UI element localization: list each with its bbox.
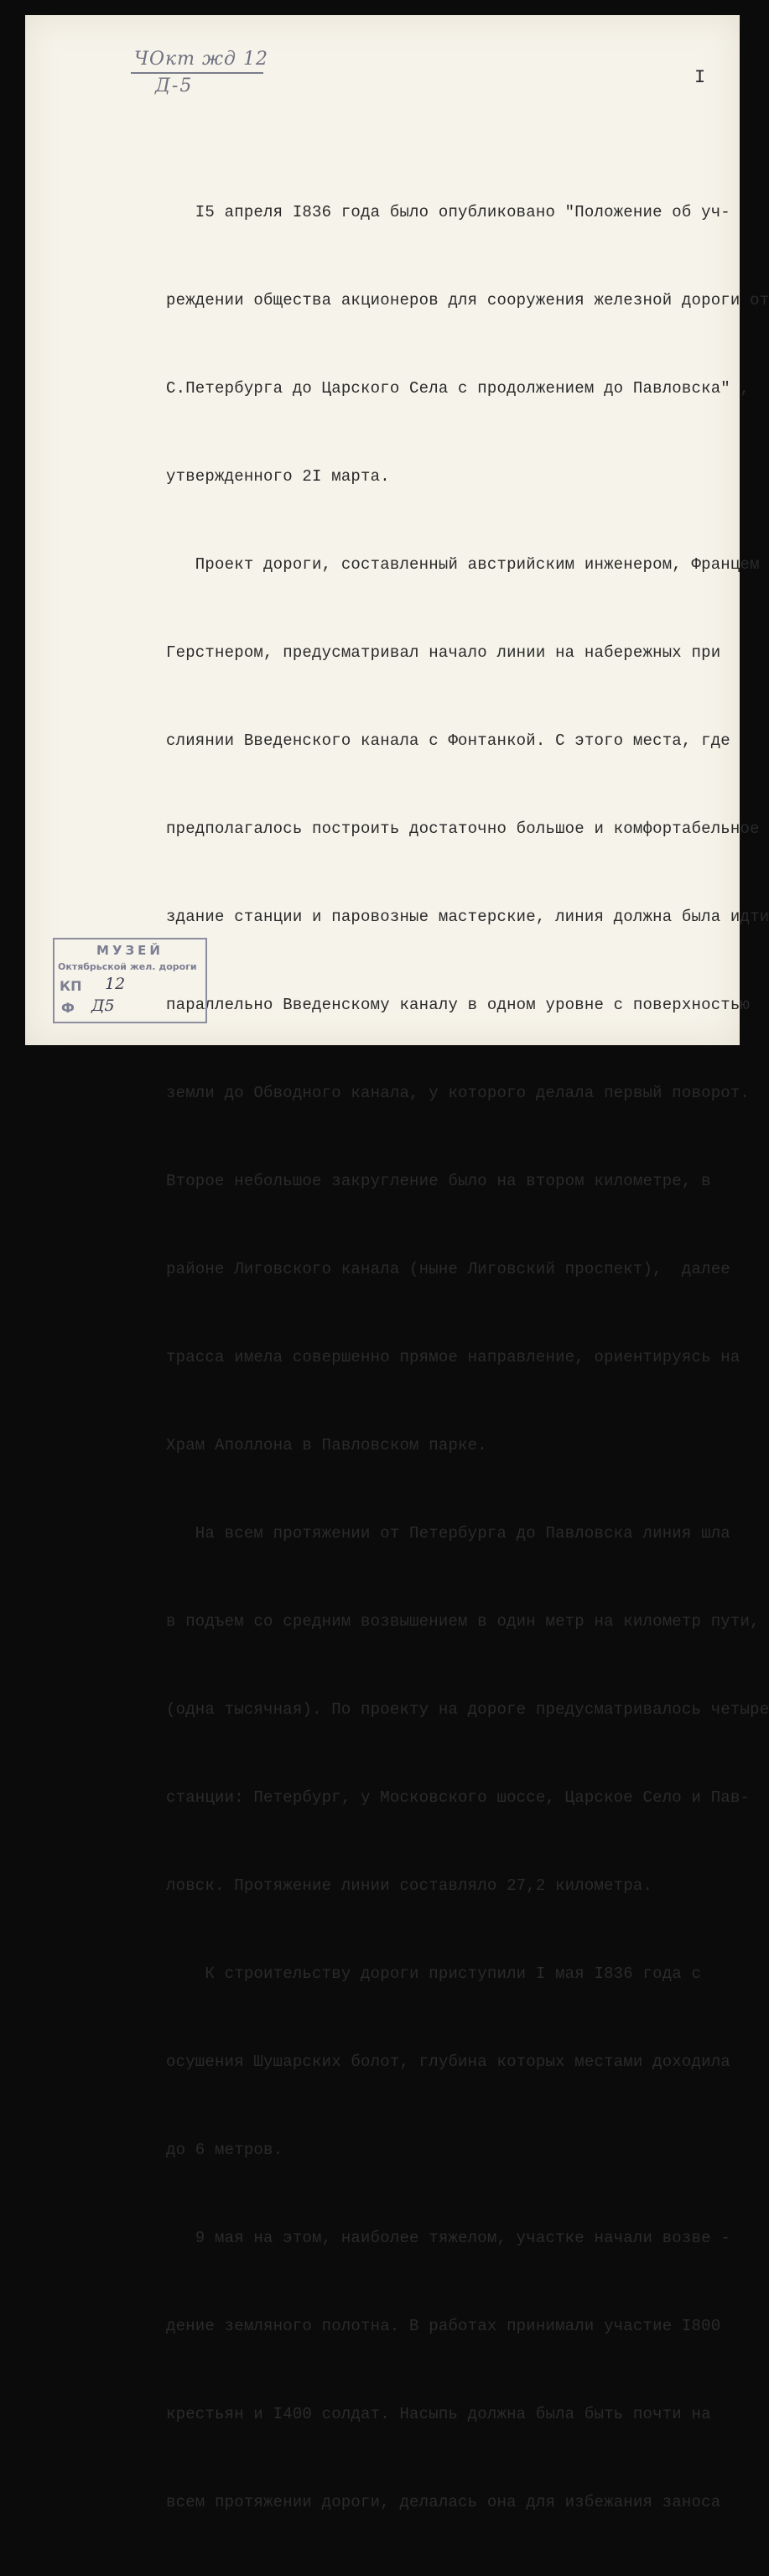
- text-line: предполагалось построить достаточно большое и комфортабельное: [166, 820, 760, 838]
- text-line: в подъем со средним возвышением в один метр на километр пути,: [166, 1612, 760, 1631]
- text-line: осушения Шушарских болот, глубина которых местами доходила: [166, 2053, 730, 2071]
- handwritten-archive-ref: ЧОкт жд 12: [134, 49, 268, 70]
- stamp-title: МУЗЕЙ: [96, 943, 164, 958]
- text-line: (одна тысячная). По проекту на дороге предусматривалось четыре: [166, 1700, 769, 1719]
- text-line: земли до Обводного канала, у которого делала первый поворот.: [166, 1084, 751, 1102]
- text-line: реждении общества акционеров для сооружения железной дороги от: [166, 291, 769, 310]
- handwritten-underline: [131, 72, 263, 74]
- text-line: трасса имела совершенно прямое направление, ориентируясь на: [166, 1348, 740, 1366]
- text-line: слиянии Введенского канала с Фонтанкой. С этого места, где: [166, 731, 730, 750]
- text-line: параллельно Введенскому каналу в одном уровне с поверхностью: [166, 996, 751, 1014]
- stamp-org: Октябрьской жел. дороги: [58, 961, 197, 972]
- text-line: Проект дороги, составленный австрийским инженером, Францем: [166, 555, 760, 574]
- text-line: К строительству дороги приступили I мая I836 года с: [166, 1965, 702, 1983]
- text-line: районе Лиговского канала (ныне Лиговский проспект), далее: [166, 1260, 730, 1278]
- text-line: станции: Петербург, у Московского шоссе, Царское Село и Пав-: [166, 1788, 751, 1807]
- text-line: I5 апреля I836 года было опубликовано "Положение об уч-: [166, 203, 730, 221]
- text-line: здание станции и паровозные мастерские, линия должна была идти: [166, 908, 769, 926]
- text-line: Герстнером, предусматривал начало линии на набережных при: [166, 643, 721, 662]
- typewritten-body: [166, 139, 769, 2576]
- text-line: С.Петербурга до Царского Села с продолжением до Павловска" ,: [166, 379, 751, 398]
- page-number: I: [694, 67, 706, 88]
- text-line: 9 мая на этом, наиболее тяжелом, участке начали возве -: [166, 2229, 730, 2247]
- stamp-f-value: Д5: [91, 997, 115, 1015]
- stamp-kp-value: 12: [105, 975, 126, 993]
- text-line: всем протяжении дороги, делалась она для избежания заноса: [166, 2493, 721, 2511]
- text-line: Храм Аполлона в Павловском парке.: [166, 1436, 487, 1455]
- museum-stamp: [53, 938, 207, 1023]
- text-line: Второе небольшое закругление было на втором километре, в: [166, 1172, 711, 1190]
- text-line: дение земляного полотна. В работах принимали участие I800: [166, 2317, 721, 2335]
- text-line: На всем протяжении от Петербурга до Павловска линия шла: [166, 1524, 730, 1543]
- text-line: ловск. Протяжение линии составляло 27,2 километра.: [166, 1876, 653, 1895]
- stamp-kp-label: КП: [60, 978, 82, 994]
- text-line: крестьян и I400 солдат. Насыпь должна была быть почти на: [166, 2405, 711, 2423]
- text-line: утвержденного 2I марта.: [166, 467, 390, 486]
- text-line: до 6 метров.: [166, 2141, 283, 2159]
- stamp-f-label: Ф: [61, 1000, 75, 1016]
- handwritten-delo-ref: Д-5: [155, 75, 194, 96]
- document-page: [25, 15, 769, 2511]
